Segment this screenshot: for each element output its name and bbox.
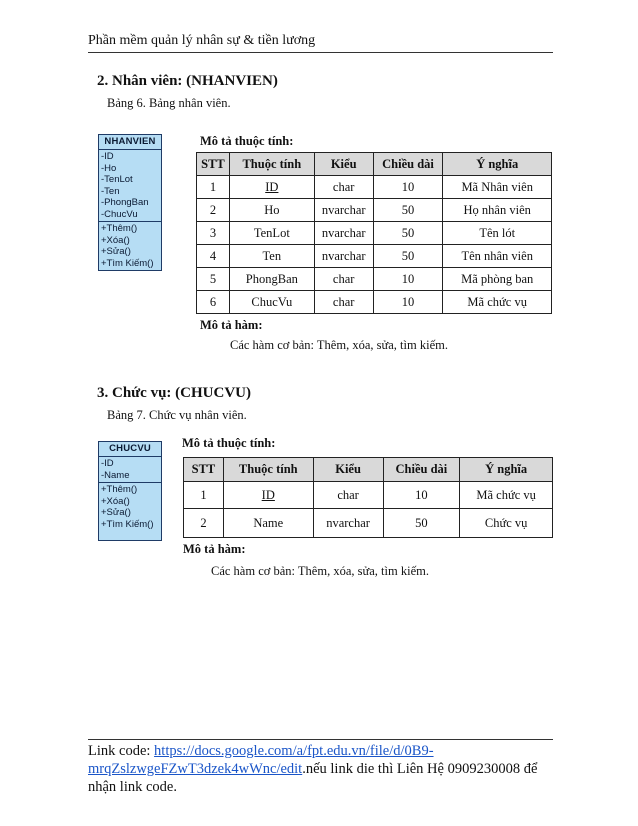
uml-attribute: -ChucVu [101,208,138,220]
table-cell: Ten [229,245,314,268]
table-cell: Chức vụ [460,509,553,538]
table-row [197,222,552,245]
table-cell: Họ nhân viên [443,199,552,222]
uml-method: +Tìm Kiếm() [101,518,154,530]
table-cell: 6 [197,291,230,314]
uml-attributes [99,457,161,482]
table-cell: 50 [373,245,443,268]
uml-method: +Thêm() [101,223,138,234]
table-cell: Mã phòng ban [443,268,552,291]
table-caption-chucvu: Bảng 7. Chức vụ nhân viên. [107,408,247,422]
uml-methods [99,221,161,270]
uml-attributes [99,150,161,221]
footer-prefix: Link code: [88,743,155,759]
table-cell: 10 [373,268,443,291]
table-cell: TenLot [229,222,314,245]
table-cell: char [313,482,383,509]
table-cell: Mã chức vụ [443,291,552,314]
section-title-chucvu: 3. Chức vụ: (CHUCVU) [97,385,251,401]
table-cell: 50 [373,199,443,222]
uml-attribute: -TenLot [101,174,133,185]
table-cell: Tên nhân viên [443,245,552,268]
table-cell: ChucVu [229,291,314,314]
table-cell: nvarchar [314,245,373,268]
uml-attribute: -Ten [101,185,120,197]
function-heading: Mô tả hàm: [200,318,263,332]
function-description: Các hàm cơ bản: Thêm, xóa, sửa, tìm kiếm. [230,338,448,352]
table-cell: Ho [229,199,314,222]
table-cell: 10 [373,176,443,199]
uml-method: +Tìm Kiếm() [101,257,154,269]
column-header: Kiểu [314,153,373,176]
attribute-heading: Mô tả thuộc tính: [182,436,276,450]
column-header: STT [197,153,230,176]
page-footer [88,739,553,796]
table-cell: PhongBan [229,268,314,291]
attribute-table-chucvu [183,457,553,538]
table-cell: 4 [197,245,230,268]
page-header: Phần mềm quản lý nhân sự & tiền lương [88,33,553,53]
uml-class-name: NHANVIEN [99,135,161,150]
table-cell: 50 [373,222,443,245]
uml-method: +Sửa() [101,507,131,518]
table-cell: 2 [197,199,230,222]
column-header: Ý nghĩa [460,458,553,482]
uml-class-chucvu [98,441,162,541]
uml-class-name: CHUCVU [99,442,161,457]
uml-method: +Thêm() [101,484,138,495]
code-link[interactable]: https://docs.google.com/a/fpt.edu.vn/file/d/0B9-mrqZslzwgeFZwT3dzek4wWnc/edit [88,743,434,777]
uml-attribute: -PhongBan [101,197,149,208]
column-header: Thuộc tính [223,458,313,482]
table-cell: 1 [184,482,224,509]
attribute-table-nhanvien [196,152,552,314]
column-header: Thuộc tính [229,153,314,176]
table-caption-nhanvien: Bảng 6. Bảng nhân viên. [107,96,231,110]
table-row [197,176,552,199]
table-row [184,509,553,538]
uml-attribute: -Name [101,469,130,481]
table-header-row [184,458,553,482]
column-header: Chiều dài [383,458,460,482]
table-cell: 50 [383,509,460,538]
column-header: Kiểu [313,458,383,482]
table-cell: char [314,291,373,314]
uml-class-nhanvien [98,134,162,271]
table-row [197,199,552,222]
table-cell: char [314,268,373,291]
uml-method: +Sửa() [101,246,131,257]
section-title-nhanvien: 2. Nhân viên: (NHANVIEN) [97,73,278,89]
table-cell: 10 [383,482,460,509]
table-row [197,245,552,268]
table-cell: 5 [197,268,230,291]
column-header: Chiều dài [373,153,443,176]
uml-attribute: -Ho [101,162,117,174]
table-cell: 1 [197,176,230,199]
table-row [184,482,553,509]
table-cell: char [314,176,373,199]
footer-suffix: .nếu link die thì Liên Hệ 0909230008 để nhận link code. [88,761,538,795]
column-header: Ý nghĩa [443,153,552,176]
table-header-row [197,153,552,176]
attribute-heading: Mô tả thuộc tính: [200,134,294,148]
table-cell: Name [223,509,313,538]
table-cell: 3 [197,222,230,245]
table-cell-key: ID [229,176,314,199]
uml-method: +Xóa() [101,495,130,507]
uml-methods [99,482,161,540]
table-row [197,291,552,314]
table-cell: 10 [373,291,443,314]
uml-method: +Xóa() [101,234,130,246]
uml-attribute: -ID [101,458,114,469]
table-cell: nvarchar [314,199,373,222]
table-row [197,268,552,291]
column-header: STT [184,458,224,482]
function-description: Các hàm cơ bản: Thêm, xóa, sửa, tìm kiếm. [211,564,429,578]
table-cell: 2 [184,509,224,538]
table-cell: Mã chức vụ [460,482,553,509]
table-cell: Mã Nhân viên [443,176,552,199]
uml-attribute: -ID [101,151,114,162]
table-cell: Tên lót [443,222,552,245]
table-cell-key: ID [223,482,313,509]
table-cell: nvarchar [313,509,383,538]
function-heading: Mô tả hàm: [183,542,246,556]
table-cell: nvarchar [314,222,373,245]
